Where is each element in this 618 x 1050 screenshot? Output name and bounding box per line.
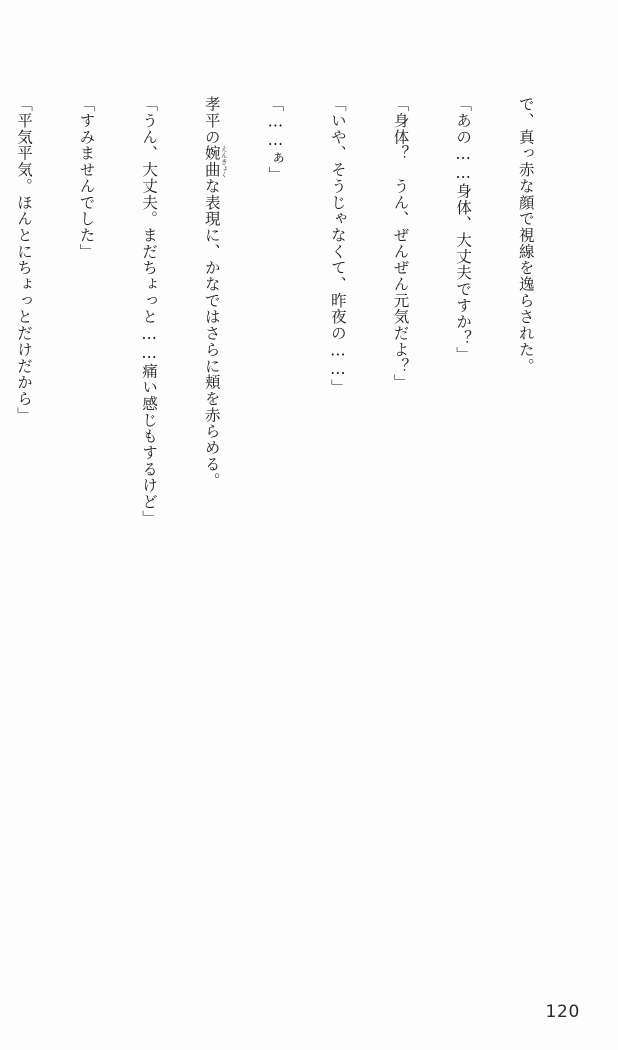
paragraph: 「あの……身体、大丈夫ですか？」	[454, 96, 473, 363]
vertical-text-body	[14, 96, 572, 976]
paragraph: 「平気平気。ほんとにちょっとだけだから」	[14, 96, 33, 424]
ruby-enkyoku: 婉曲 えんきょく	[202, 145, 228, 178]
paragraph: で、真っ赤な顔で視線を逸らされた。	[516, 96, 535, 374]
paragraph: 「うん、大丈夫。まだちょっと……痛い感じもするけど」	[140, 96, 159, 527]
page-number: 120	[545, 1002, 580, 1022]
paragraph: 「いや、そうじゃなくて、昨夜の……」	[328, 96, 347, 396]
paragraph: 「……ぁ」	[266, 96, 285, 183]
paragraph: 「身体？ うん、ぜんぜん元気だよ？」	[391, 96, 410, 391]
paragraph: 「すみませんでした」	[77, 96, 96, 260]
paragraph-with-ruby: 孝平の婉曲 えんきょくな表現に、かなではさらに頬を赤らめる。	[202, 96, 228, 489]
